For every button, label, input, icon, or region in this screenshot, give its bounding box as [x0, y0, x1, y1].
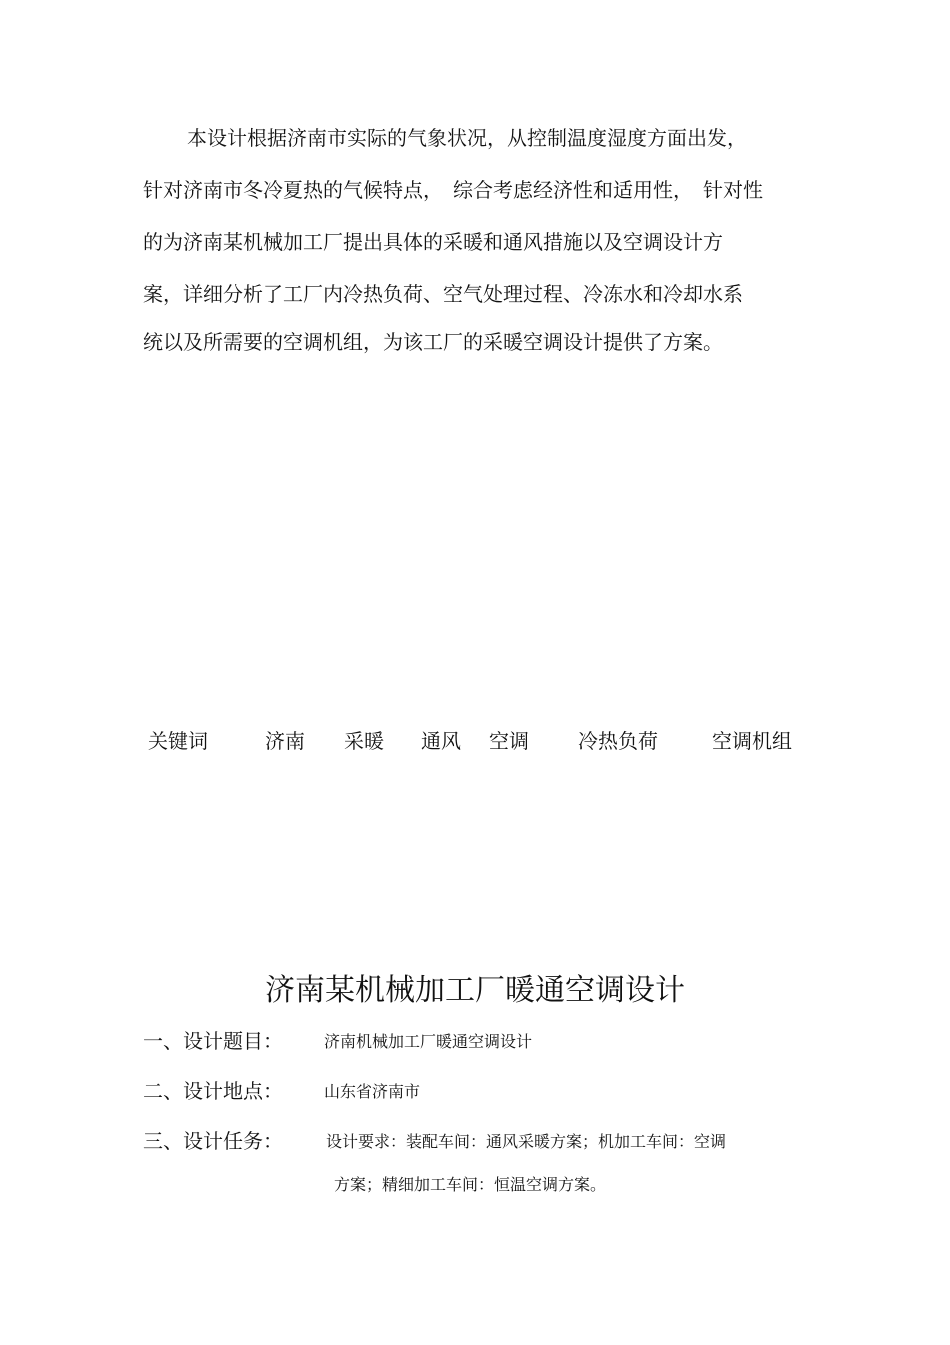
keyword-item: 空调 [489, 729, 529, 753]
abstract-line: 统以及所需要的空调机组，为该工厂的采暖空调设计提供了方案。 [143, 330, 723, 354]
keyword-item: 济南 [265, 729, 305, 753]
abstract-line: 本设计根据济南市实际的气象状况，从控制温度湿度方面出发， [187, 126, 747, 150]
keywords-row [0, 727, 950, 757]
document-title: 济南某机械加工厂暖通空调设计 [265, 973, 685, 1008]
abstract-line: 案，详细分析了工厂内冷热负荷、空气处理过程、冷冻水和冷却水系 [143, 282, 743, 306]
field-label-location: 二、设计地点： [143, 1079, 283, 1103]
keyword-item: 空调机组 [712, 729, 792, 753]
keyword-item: 采暖 [344, 729, 384, 753]
keywords-label: 关键词 [148, 729, 208, 753]
abstract-line: 针对济南市冬冷夏热的气候特点， 综合考虑经济性和适用性， 针对性 [143, 178, 763, 202]
field-label-topic: 一、设计题目： [143, 1029, 283, 1053]
abstract-line: 的为济南某机械加工厂提出具体的采暖和通风措施以及空调设计方 [143, 230, 723, 254]
field-value-location: 山东省济南市 [324, 1082, 421, 1101]
field-value-topic: 济南机械加工厂暖通空调设计 [324, 1032, 533, 1051]
keyword-item: 通风 [421, 729, 461, 753]
field-value-task: 设计要求：装配车间：通风采暖方案；机加工车间：空调 [326, 1132, 727, 1151]
field-value-task-continued: 方案；精细加工车间：恒温空调方案。 [334, 1175, 607, 1194]
field-label-task: 三、设计任务： [143, 1129, 283, 1153]
keyword-item: 冷热负荷 [578, 729, 658, 753]
